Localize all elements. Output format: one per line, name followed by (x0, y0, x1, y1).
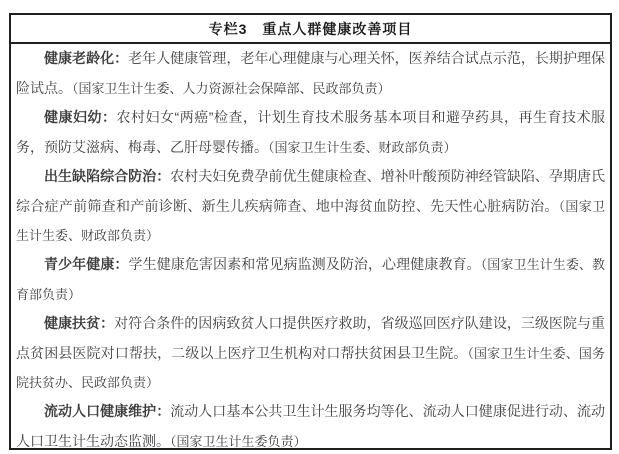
project-term: 健康扶贫： (44, 317, 115, 332)
project-term: 健康老龄化： (44, 52, 129, 67)
responsible-agencies: （国家卫生计生委、财政部负责） (268, 140, 457, 155)
responsible-agencies: （国家卫生计生委负责） (170, 434, 307, 449)
responsible-agencies: （国家卫生计生委、教育部负责） (16, 257, 606, 302)
project-paragraph (16, 44, 605, 103)
project-term: 青少年健康： (44, 258, 129, 273)
project-description: 农村妇女“两癌”检查，计划生育技术服务基本项目和避孕药具，再生育技术服务，预防艾滋病、梅毒、乙肝母婴传播。 (16, 109, 606, 155)
panel-body (11, 44, 610, 454)
project-term: 流动人口健康维护： (44, 405, 171, 420)
project-term: 健康妇幼： (44, 111, 117, 126)
project-paragraph (16, 309, 605, 397)
responsible-agencies: （国家卫生计生委、财政部负责） (16, 199, 605, 243)
project-paragraph (16, 397, 605, 454)
highlight-box (9, 13, 612, 450)
project-description: 流动人口基本公共卫生计生服务均等化、流动人口健康促进行动、流动人口卫生计生动态监测。 (16, 403, 606, 449)
project-description: 老年人健康管理，老年心理健康与心理关怀，医养结合试点示范，长期护理保险试点。 (16, 50, 606, 96)
project-term: 出生缺陷综合防治： (44, 170, 171, 185)
project-description: 学生健康危害因素和常见病监测及防治，心理健康教育。 (128, 256, 481, 272)
panel-header (11, 15, 610, 44)
project-description: 农村夫妇免费孕前优生健康检查、增补叶酸预防神经管缺陷、孕期唐氏综合症产前筛查和产前诊断、新生儿疾病筛查、地中海贫血防控、先天性心脏病防治。 (16, 168, 606, 214)
project-paragraph (16, 250, 605, 309)
project-description: 对符合条件的因病致贫人口提供医疗救助，省级巡回医疗队建设，三级医院与重点贫困县医院对口帮扶，二级以上医疗卫生机构对口帮扶贫困县卫生院。 (16, 315, 606, 361)
responsible-agencies: （国家卫生计生委、国务院扶贫办、民政部负责） (16, 346, 605, 390)
panel-title: 专栏3 重点人群健康改善项目 (208, 21, 413, 37)
project-paragraph (16, 103, 605, 162)
project-paragraph (16, 162, 605, 250)
responsible-agencies: （国家卫生计生委、人力资源社会保障部、民政部负责） (72, 81, 391, 96)
